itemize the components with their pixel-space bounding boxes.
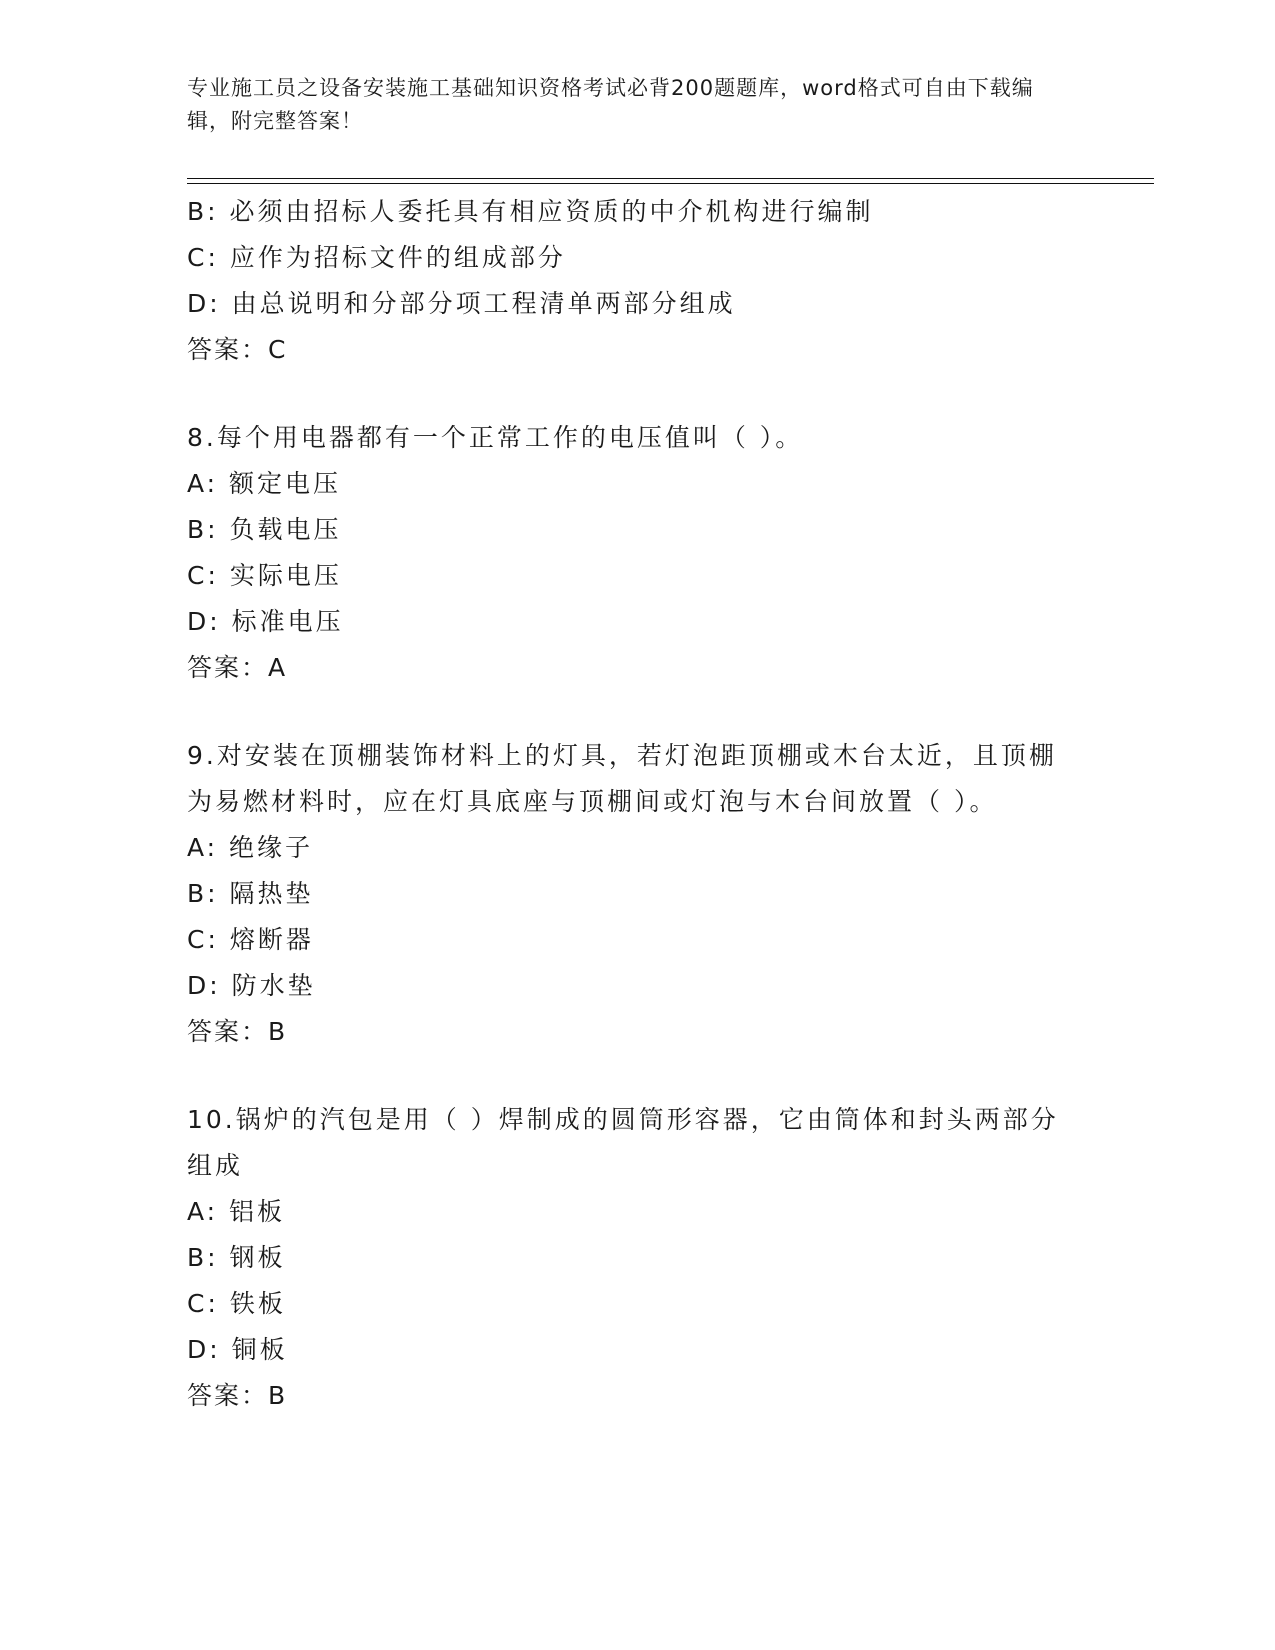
option-c: C: 实际电压 [187,561,342,590]
question-stem: 10.锅炉的汽包是用（ ）焊制成的圆筒形容器，它由筒体和封头两部分组成 [187,1105,1059,1180]
question-10 [187,1097,1087,1419]
option-d: D: 防水垫 [187,971,316,1000]
option-b: B: 钢板 [187,1243,286,1272]
option-d: D: 铜板 [187,1335,288,1364]
document-header: 专业施工员之设备安装施工基础知识资格考试必背200题题库，word格式可自由下载编辑，附完整答案！ [187,76,1034,133]
question-8 [187,415,1087,691]
spacer [187,1055,1087,1097]
answer: 答案：C [187,335,288,364]
header-rule-top [187,178,1154,179]
answer: 答案：B [187,1381,288,1410]
question-9 [187,733,1087,1055]
spacer [187,373,1087,415]
answer: 答案：B [187,1017,288,1046]
question-stem: 8.每个用电器都有一个正常工作的电压值叫（ ）。 [187,423,804,452]
question-7-continued [187,189,1087,373]
option-c: C: 铁板 [187,1289,286,1318]
option-b: B: 负载电压 [187,515,342,544]
option-d: D: 标准电压 [187,607,344,636]
spacer [187,691,1087,733]
header-rule-bottom [187,183,1154,184]
option-b: B: 必须由招标人委托具有相应资质的中介机构进行编制 [187,197,874,226]
answer: 答案：A [187,653,288,682]
option-a: A: 铝板 [187,1197,286,1226]
option-a: A: 额定电压 [187,469,342,498]
question-stem: 9.对安装在顶棚装饰材料上的灯具，若灯泡距顶棚或木台太近，且顶棚为易燃材料时，应在灯具底座与顶棚间或灯泡与木台间放置（ ）。 [187,741,1057,816]
document-body [187,189,1087,1419]
option-d: D: 由总说明和分部分项工程清单两部分组成 [187,289,736,318]
option-c: C: 应作为招标文件的组成部分 [187,243,566,272]
option-c: C: 熔断器 [187,925,314,954]
option-b: B: 隔热垫 [187,879,314,908]
option-a: A: 绝缘子 [187,833,314,862]
